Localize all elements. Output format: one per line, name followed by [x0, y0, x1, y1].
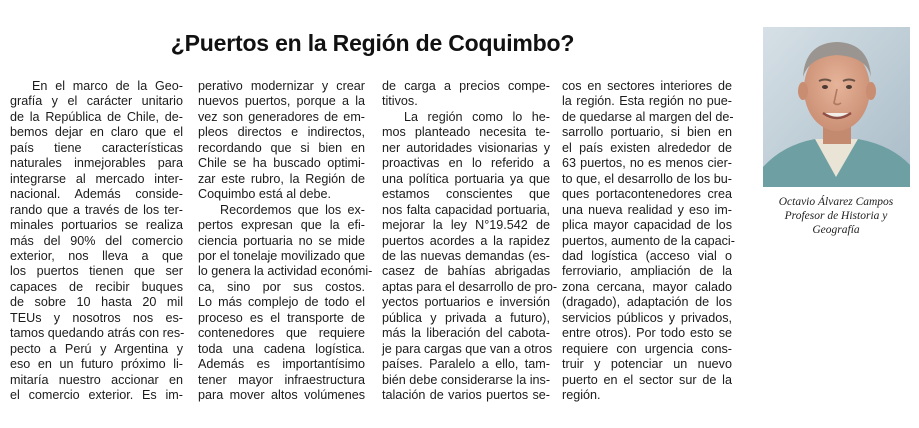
text-line: países. Paralelo a ello, tam-	[382, 357, 550, 372]
text-line: integrarse al mercado inter-	[10, 171, 183, 186]
text-line: grafía y el carácter unitario	[10, 94, 183, 109]
article-column-3	[382, 79, 558, 404]
text-line: ciencia portuaria no se mide	[198, 233, 365, 248]
text-line: una nueva realidad y eso im-	[562, 202, 732, 217]
text-line: recordando que si bien en	[198, 140, 365, 155]
text-line: ca, sino por sus costos.	[198, 279, 365, 294]
text-line: servicios públicos y privados,	[562, 310, 732, 325]
text-line: plica mayor capacidad de los	[562, 218, 732, 233]
text-line: proceso es el transporte de	[198, 310, 365, 325]
text-line: je para cargas que van a otros	[382, 341, 553, 356]
text-line: zona cercana, mayor calado	[562, 279, 732, 294]
text-line: (dragado), adaptación de los	[562, 295, 732, 310]
text-line: bemos dejar en claro que el	[10, 125, 183, 140]
article-column-2	[198, 79, 373, 404]
article-column-1	[10, 79, 183, 404]
author-role-continued: Geografía	[812, 224, 860, 236]
text-line: tener mayor infraestructura	[198, 372, 365, 387]
text-line: naturales inmejorables para	[10, 156, 183, 171]
text-line: de carga a precios compe-	[382, 79, 550, 93]
text-line: estamos conscientes que	[382, 187, 550, 202]
author-role: Profesor de Historia y	[784, 210, 888, 222]
text-line: dad logística (acceso vial o	[562, 248, 732, 263]
text-line: tamos quedando atrás con res-	[10, 326, 185, 341]
text-line: más la liberación del cabota-	[382, 326, 550, 341]
text-line: región.	[562, 388, 601, 403]
text-line: nuevos puertos, porque a la	[198, 94, 365, 109]
text-line: rando que a través de los ter-	[10, 202, 183, 217]
text-line: to que, el desarrollo de los bu-	[562, 171, 732, 186]
text-line: pública y privada a futuro),	[382, 310, 550, 325]
text-line: proactivas en lo referido a	[382, 156, 550, 171]
text-line: entre otros). Por todo esto se	[562, 326, 732, 341]
text-line: mos planteado necesita te-	[382, 125, 550, 140]
text-line: Además es importantísimo	[198, 357, 365, 372]
text-line: titivos.	[382, 94, 418, 109]
text-line: yectos portuarios e inversión	[382, 295, 550, 310]
text-line: toda una cadena logística.	[198, 341, 365, 356]
article-column-4	[562, 79, 735, 404]
author-name: Octavio Álvarez Campos	[778, 196, 894, 208]
text-line: país tiene características	[10, 140, 183, 155]
author-caption	[752, 195, 919, 237]
text-line: contenedores que requiere	[198, 326, 365, 341]
text-line: lo genera la actividad económi-	[198, 264, 373, 279]
text-line: TEUs y nosotros nos es-	[10, 310, 183, 325]
text-line: para mover altos volúmenes	[198, 388, 365, 403]
text-line: de sobre 10 hasta 20 mil	[10, 295, 183, 310]
text-line: sarrollo portuario, si bien en	[562, 125, 732, 140]
text-line: el país existen alrededor de	[562, 140, 732, 155]
text-line: truir y potenciar un nuevo	[562, 357, 732, 372]
text-line: vez son generadores de em-	[198, 109, 365, 124]
author-photo	[763, 27, 910, 187]
text-line: zar este rubro, la Región de	[198, 171, 365, 186]
text-line: ferroviario, ampliación de la	[562, 264, 732, 279]
text-line: capaces de recibir buques	[10, 279, 183, 294]
text-line: puertos acordes a la rapidez	[382, 233, 550, 248]
text-line: el comercio exterior. Es im-	[10, 388, 183, 403]
text-line: Coquimbo está al debe.	[198, 187, 332, 202]
text-line: por el tonelaje movilizado que	[198, 248, 365, 263]
text-line: mitaría nuestro accionar en	[10, 372, 183, 387]
text-line: aptas para el desarrollo de pro-	[382, 279, 558, 294]
text-line: pleos directos e indirectos,	[198, 125, 365, 140]
text-line: perativo modernizar y crear	[198, 79, 365, 93]
text-line: eso en un futuro próximo li-	[10, 357, 183, 372]
text-line: La región como lo he-	[404, 109, 550, 124]
text-line: una política portuaria ya que	[382, 171, 550, 186]
text-line: pecto a Perú y Argentina y	[10, 341, 183, 356]
text-line: ner autoridades visionarias y	[382, 140, 550, 155]
text-line: la región. Esta región no pue-	[562, 94, 732, 109]
text-line: los puertos tienen que ser	[10, 264, 183, 279]
text-line: Chile se ha buscado optimi-	[198, 156, 365, 171]
text-line: bién debe considerarse la ins-	[382, 372, 551, 387]
article-title: ¿Puertos en la Región de Coquimbo?	[170, 30, 575, 56]
text-line: exterior, nos lleva a que	[10, 248, 183, 263]
text-line: talación de varios puertos se-	[382, 388, 550, 403]
text-line: requiere con urgencia cons-	[562, 341, 732, 356]
text-line: de las nuevas demandas (es-	[382, 248, 550, 263]
text-line: 63 puertos, no es menos cier-	[562, 156, 732, 171]
text-line: de quedarse al margen del de-	[562, 109, 734, 124]
text-line: cos en sectores interiores de	[562, 79, 732, 93]
text-line: puertos, aumento de la capaci-	[562, 233, 735, 248]
text-line: casez de bahías abrigadas	[382, 264, 550, 279]
text-line: minales portuarios se realiza	[10, 218, 183, 233]
text-line: puerto en el sector sur de la	[562, 372, 732, 387]
text-line: nacional. Además conside-	[10, 187, 183, 202]
text-line: pertos expresan que la efi-	[198, 218, 365, 233]
text-line: de la República de Chile, de-	[10, 109, 183, 124]
text-line: más del 90% del comercio	[10, 233, 183, 248]
text-line: ques portacontenedores crea	[562, 187, 732, 202]
text-line: Lo más complejo de todo el	[198, 295, 365, 310]
text-line: Recordemos que los ex-	[220, 202, 365, 217]
text-line: mejorar la ley N°19.542 de	[382, 218, 550, 233]
text-line: En el marco de la Geo-	[32, 79, 183, 93]
text-line: nos falta capacidad portuaria,	[382, 202, 550, 217]
